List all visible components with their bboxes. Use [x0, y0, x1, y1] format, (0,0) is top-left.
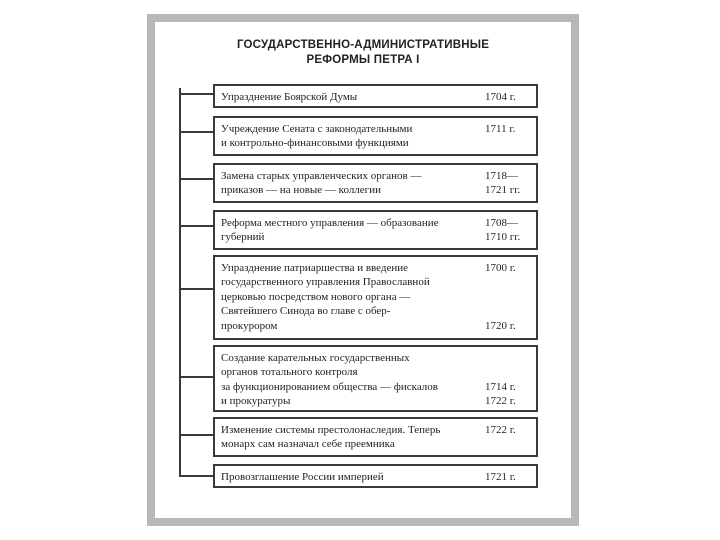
reform-text-line: государственного управления Православной — [221, 276, 430, 289]
reform-text-line: монарх сам назначал себе преемника — [221, 438, 395, 451]
reform-text-line: Создание карательных государственных — [221, 352, 410, 364]
reform-box-fiscals — [213, 345, 538, 412]
connector-line — [179, 93, 213, 95]
reform-text-line: Провозглашение России империей — [221, 471, 384, 483]
reform-year-start: 1708— — [485, 217, 518, 229]
reform-text-line: прокурором — [221, 319, 278, 332]
reform-year: 1704 г. — [485, 91, 516, 103]
reform-year-end: 1710 гг. — [485, 231, 521, 243]
reform-text-line: Святейшего Синода во главе с обер- — [221, 305, 391, 318]
reform-text-line: губерний — [221, 231, 265, 244]
connector-line — [179, 434, 213, 436]
reform-year-start: 1714 г. — [485, 381, 516, 393]
reform-box-synod — [213, 255, 538, 340]
reform-year: 1722 г. — [485, 424, 516, 436]
reform-description — [221, 351, 479, 409]
reform-box-boyar-duma — [213, 84, 538, 108]
slide-frame — [147, 14, 579, 526]
connector-line — [179, 131, 213, 133]
reform-description — [221, 122, 479, 151]
reform-box-senate — [213, 116, 538, 156]
document-title — [155, 38, 571, 68]
reform-year-end: 1722 г. — [485, 395, 516, 407]
title-line-1: ГОСУДАРСТВЕННО-АДМИНИСТРАТИВНЫЕ — [236, 39, 490, 51]
connector-line — [179, 225, 213, 227]
connector-line — [179, 288, 213, 290]
reform-description — [221, 90, 479, 104]
reform-text-line: и контрольно-финансовыми функциями — [221, 137, 409, 150]
reform-text-line: приказов — на новые — коллегии — [221, 184, 381, 197]
connector-line — [179, 178, 213, 180]
reform-text-line: и прокуратуры — [221, 395, 291, 408]
reform-text-line: Замена старых управленческих органов — — [221, 170, 422, 182]
reform-text-line: за функционированием общества — фискалов — [221, 380, 438, 393]
reform-description — [221, 216, 479, 245]
document-page — [155, 22, 571, 518]
title-line-2: РЕФОРМЫ ПЕТРА I — [306, 54, 420, 66]
reform-year: 1721 г. — [485, 471, 516, 483]
reform-box-empire — [213, 464, 538, 488]
reform-year-start: 1718— — [485, 170, 518, 182]
reform-description — [221, 423, 479, 452]
connector-line — [179, 475, 213, 477]
reform-year-end: 1720 г. — [485, 320, 516, 332]
reform-text-line: Учреждение Сената с законодательными — [221, 123, 413, 135]
reform-description — [221, 169, 479, 198]
reform-box-succession — [213, 417, 538, 457]
reform-box-gubernii — [213, 210, 538, 250]
reform-year-end: 1721 гг. — [485, 184, 521, 196]
reform-text-line: Упразднение патриаршества и введение — [221, 262, 409, 274]
reform-text-line: церковью посредством нового органа — — [221, 290, 411, 303]
reform-description — [221, 261, 479, 333]
reform-text-line: Реформа местного управления — образование — [221, 217, 439, 229]
reform-year-start: 1700 г. — [485, 262, 516, 274]
reform-text-line: Изменение системы престолонаследия. Теперь — [221, 424, 441, 436]
reform-text-line: Упразднение Боярской Думы — [221, 91, 358, 103]
reform-text-line: органов тотального контроля — [221, 366, 358, 379]
connector-line — [179, 376, 213, 378]
reform-description — [221, 470, 479, 484]
timeline-spine — [179, 88, 181, 476]
reform-box-collegia — [213, 163, 538, 203]
reform-year: 1711 г. — [485, 123, 516, 135]
